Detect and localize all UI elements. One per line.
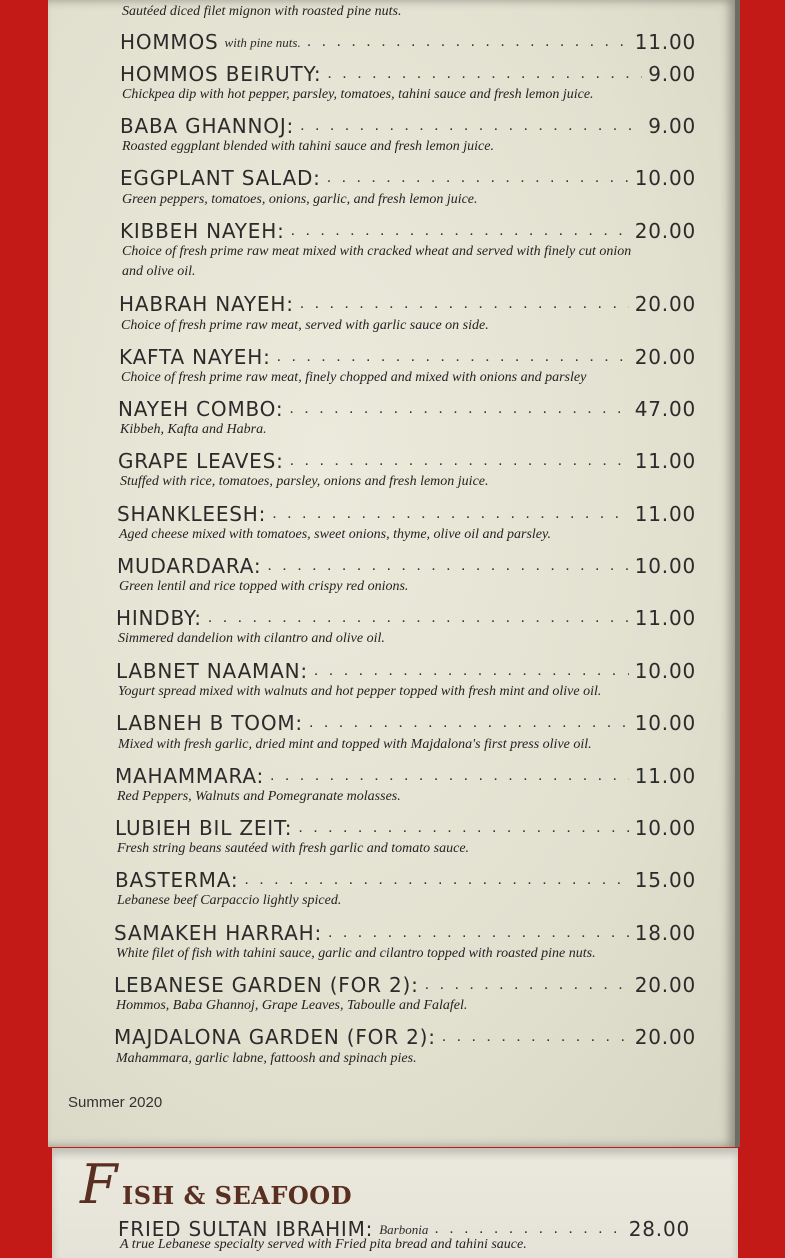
top-description: Sautéed diced filet mignon with roasted pine nuts. [122,4,402,19]
item-price: 10.00 [634,659,696,683]
item-name: BABA GHANNOJ: [120,114,295,138]
item-description: Stuffed with rice, tomatoes, parsley, onions and fresh lemon juice. [120,474,489,489]
item-price: 20.00 [634,219,696,243]
item-description: A true Lebanese specialty served with Fried pita bread and tahini sauce. [120,1237,527,1252]
item-name: LEBANESE GARDEN (FOR 2): [114,973,419,997]
item-price: 10.00 [634,554,696,578]
item-description: Mixed with fresh garlic, dried mint and topped with Majdalona's first press olive oil. [118,737,592,752]
item-description: Simmered dandelion with cilantro and olive oil. [118,631,385,646]
item-name: LUBIEH BIL ZEIT: [115,816,293,840]
item-price: 20.00 [634,1025,696,1049]
item-price: 11.00 [634,449,696,473]
section-title-initial: F [80,1153,118,1216]
item-description: Aged cheese mixed with tomatoes, sweet onions, thyme, olive oil and parsley. [119,527,551,542]
item-description: Roasted eggplant blended with tahini sauce and fresh lemon juice. [122,139,494,154]
seafood-page [52,1148,738,1258]
item-note: Barbonia [379,1222,429,1237]
item-name: FRIED SULTAN IBRAHIM: [118,1217,374,1241]
item-name: MAJDALONA GARDEN (FOR 2): [114,1025,436,1049]
item-price: 11.00 [634,764,696,788]
item-price: 20.00 [634,345,696,369]
item-name: HOMMOS [120,30,219,54]
item-price: 11.00 [634,502,696,526]
item-description: Kibbeh, Kafta and Habra. [120,422,267,437]
item-price: 10.00 [634,816,696,840]
item-name: MAHAMMARA: [115,764,265,788]
item-description: Choice of fresh prime raw meat mixed with cracked wheat and served with finely cut onion and olive oil. [122,244,632,279]
item-name: HOMMOS BEIRUTY: [120,62,322,86]
item-description: Choice of fresh prime raw meat, served with garlic sauce on side. [121,318,489,333]
item-price: 9.00 [648,114,696,138]
item-description: Hommos, Baba Ghannoj, Grape Leaves, Taboulle and Falafel. [116,998,468,1013]
item-price: 10.00 [634,711,696,735]
season-label: Summer 2020 [68,1094,163,1111]
item-description: Yogurt spread mixed with walnuts and hot pepper topped with fresh mint and olive oil. [118,684,602,699]
item-name: EGGPLANT SALAD: [120,166,321,190]
item-name: LABNET NAAMAN: [116,659,308,683]
item-description: Green lentil and rice topped with crispy red onions. [119,579,409,594]
item-price: 20.00 [634,292,696,316]
item-name: MUDARDARA: [117,554,262,578]
item-name: HABRAH NAYEH: [119,292,294,316]
item-price: 18.00 [634,921,696,945]
item-name: GRAPE LEAVES: [118,449,284,473]
item-name: KAFTA NAYEH: [119,345,271,369]
item-description: Choice of fresh prime raw meat, finely chopped and mixed with onions and parsley [121,370,587,385]
item-price: 20.00 [634,973,696,997]
item-name: BASTERMA: [115,868,239,892]
item-description: Mahammara, garlic labne, fattoosh and spinach pies. [116,1051,417,1066]
item-name: LABNEH B TOOM: [116,711,303,735]
menu-page [48,0,736,1147]
item-description: White filet of fish with tahini sauce, garlic and cilantro topped with roasted pine nuts. [116,946,596,961]
section-title-text: ISH & SEAFOOD [122,1181,353,1210]
item-price: 47.00 [634,397,696,421]
item-name: SHANKLEESH: [117,502,267,526]
item-description: Chickpea dip with hot pepper, parsley, tomatoes, tahini sauce and fresh lemon juice. [122,87,594,102]
item-name: KIBBEH NAYEH: [120,219,285,243]
item-description: Red Peppers, Walnuts and Pomegranate molasses. [117,789,401,804]
item-price: 10.00 [634,166,696,190]
item-price: 11.00 [634,30,696,54]
item-price: 9.00 [648,62,696,86]
item-name: SAMAKEH HARRAH: [114,921,322,945]
item-price: 28.00 [628,1217,690,1241]
item-description: Green peppers, tomatoes, onions, garlic, and fresh lemon juice. [122,192,478,207]
item-name: HINDBY: [116,606,202,630]
item-description: Fresh string beans sautéed with fresh garlic and tomato sauce. [117,841,470,856]
item-price: 15.00 [634,868,696,892]
item-name: NAYEH COMBO: [118,397,284,421]
item-note: with pine nuts. [224,35,301,50]
item-description: Lebanese beef Carpaccio lightly spiced. [117,893,342,908]
item-price: 11.00 [634,606,696,630]
